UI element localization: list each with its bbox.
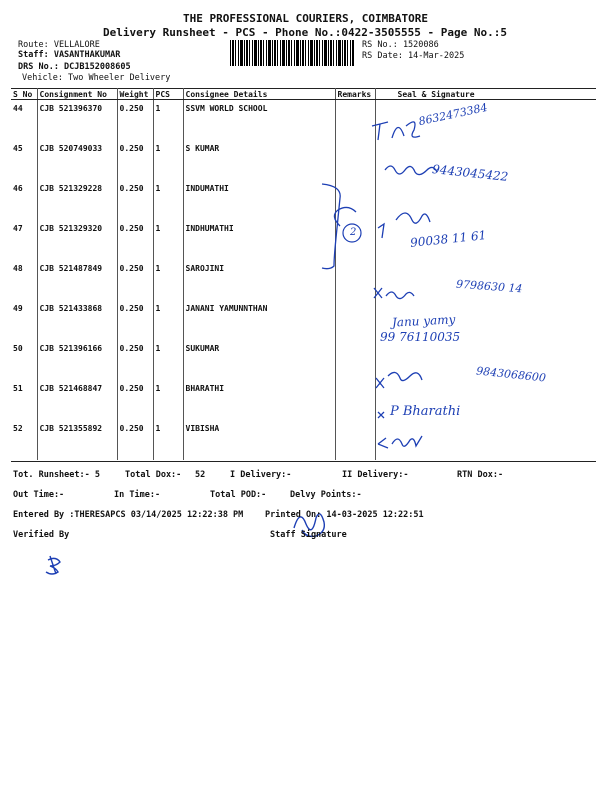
cell-consignment: CJB 521396370 (37, 100, 117, 141)
col-sno: S No (11, 89, 37, 100)
cell-weight: 0.250 (117, 300, 153, 340)
handwritten-phone-47: 90038 11 61 (409, 228, 487, 250)
col-pcs: PCS (153, 89, 183, 100)
cell-consignee: SSVM WORLD SCHOOL (183, 100, 335, 141)
cell-sno: 46 (11, 180, 37, 220)
cell-pcs: 1 (153, 180, 183, 220)
table-row (11, 300, 596, 340)
cell-consignee: SAROJINI (183, 260, 335, 300)
i-delivery-label: I Delivery:- (230, 470, 292, 480)
cell-signature (375, 180, 596, 220)
cell-consignee: INDUMATHI (183, 180, 335, 220)
col-consignee: Consignee Details (183, 89, 335, 100)
table-row (11, 220, 596, 260)
cell-remarks (335, 340, 375, 380)
table-bottom-rule (11, 461, 596, 462)
document-subtitle: Delivery Runsheet - PCS - Phone No.:0422-3505555 - Page No.:5 (103, 26, 507, 39)
cell-pcs: 1 (153, 220, 183, 260)
verified-signature-mark (46, 556, 60, 574)
ii-delivery-label: II Delivery:- (342, 470, 409, 480)
cell-remarks (335, 180, 375, 220)
cell-pcs: 1 (153, 380, 183, 420)
cell-sno: 51 (11, 380, 37, 420)
barcode (230, 40, 354, 66)
cell-weight: 0.250 (117, 180, 153, 220)
cell-consignee: JANANI YAMUNNTHAN (183, 300, 335, 340)
table-row (11, 380, 596, 420)
cell-consignment: CJB 521487849 (37, 260, 117, 300)
handwritten-name-51: P Bharathi (390, 404, 461, 419)
cell-weight: 0.250 (117, 100, 153, 141)
cell-consignment: CJB 520749033 (37, 140, 117, 180)
cell-pcs: 1 (153, 300, 183, 340)
cell-pcs: 1 (153, 420, 183, 460)
handwritten-name-49: Janu yamy (391, 312, 456, 330)
cell-remarks (335, 420, 375, 460)
route-label: Route: VELLALORE (18, 40, 100, 50)
handwritten-phone-50: 9843068600 (475, 364, 547, 385)
cell-sno: 44 (11, 100, 37, 141)
table-header-row (11, 89, 596, 100)
staff-label: Staff: VASANTHAKUMAR (18, 50, 121, 60)
cell-sno: 48 (11, 260, 37, 300)
handwritten-phone-49: 99 76110035 (380, 330, 461, 344)
total-dox-value: 52 (195, 470, 206, 480)
cell-signature (375, 420, 596, 460)
cell-consignment: CJB 521329320 (37, 220, 117, 260)
cell-pcs: 1 (153, 340, 183, 380)
cell-remarks (335, 100, 375, 141)
cell-sno: 47 (11, 220, 37, 260)
cell-pcs: 1 (153, 100, 183, 141)
handwritten-phone-44: 8632473384 (417, 100, 489, 129)
rtn-dox-label: RTN Dox:- (457, 470, 504, 480)
cell-weight: 0.250 (117, 420, 153, 460)
verified-by-label: Verified By (13, 530, 70, 540)
col-weight: Weight (117, 89, 153, 100)
cell-consignee: BHARATHI (183, 380, 335, 420)
cell-sno: 45 (11, 140, 37, 180)
cell-consignee: INDHUMATHI (183, 220, 335, 260)
cell-consignee: SUKUMAR (183, 340, 335, 380)
cell-pcs: 1 (153, 140, 183, 180)
entered-by: Entered By :THERESAPCS 03/14/2025 12:22:38 PM (13, 510, 244, 520)
in-time-label: In Time:- (114, 490, 161, 500)
table-row (11, 100, 596, 141)
delvy-points-label: Delvy Points:- (290, 490, 362, 500)
cell-pcs: 1 (153, 260, 183, 300)
drs-number: DRS No.: DCJB152008605 (18, 62, 131, 72)
company-name: THE PROFESSIONAL COURIERS, COIMBATORE (183, 12, 429, 25)
cell-weight: 0.250 (117, 220, 153, 260)
table-row (11, 420, 596, 460)
cell-consignment: CJB 521433868 (37, 300, 117, 340)
cell-remarks (335, 300, 375, 340)
cell-weight: 0.250 (117, 380, 153, 420)
cell-sno: 49 (11, 300, 37, 340)
staff-signature-label: Staff Signature (270, 530, 347, 540)
cell-remarks (335, 260, 375, 300)
cell-weight: 0.250 (117, 340, 153, 380)
rs-date: RS Date: 14-Mar-2025 (362, 51, 465, 61)
col-consignment: Consignment No (37, 89, 117, 100)
cell-remarks (335, 140, 375, 180)
tot-runsheet: Tot. Runsheet:- 5 (13, 470, 100, 480)
runsheet-table (11, 88, 596, 460)
cell-sno: 50 (11, 340, 37, 380)
cell-consignment: CJB 521355892 (37, 420, 117, 460)
col-signature: Seal & Signature (375, 89, 596, 100)
col-remarks: Remarks (335, 89, 375, 100)
printed-on: Printed On: 14-03-2025 12:22:51 (265, 510, 424, 520)
cell-weight: 0.250 (117, 260, 153, 300)
cell-sno: 52 (11, 420, 37, 460)
cell-consignment: CJB 521329228 (37, 180, 117, 220)
total-dox-label: Total Dox:- (125, 470, 182, 480)
out-time-label: Out Time:- (13, 490, 65, 500)
cell-weight: 0.250 (117, 140, 153, 180)
handwritten-phone-45: 9443045422 (431, 162, 509, 184)
cell-consignment: CJB 521468847 (37, 380, 117, 420)
total-pod-label: Total POD:- (210, 490, 267, 500)
cell-consignment: CJB 521396166 (37, 340, 117, 380)
cell-consignee: S KUMAR (183, 140, 335, 180)
cell-consignee: VIBISHA (183, 420, 335, 460)
rs-number: RS No.: 1520086 (362, 40, 439, 50)
cell-remarks (335, 220, 375, 260)
vehicle-label: Vehicle: Two Wheeler Delivery (22, 73, 171, 83)
handwritten-phone-48: 9798630 14 (455, 277, 523, 296)
table-row (11, 180, 596, 220)
handwritten-circle-number: 2 (350, 227, 357, 238)
cell-remarks (335, 380, 375, 420)
